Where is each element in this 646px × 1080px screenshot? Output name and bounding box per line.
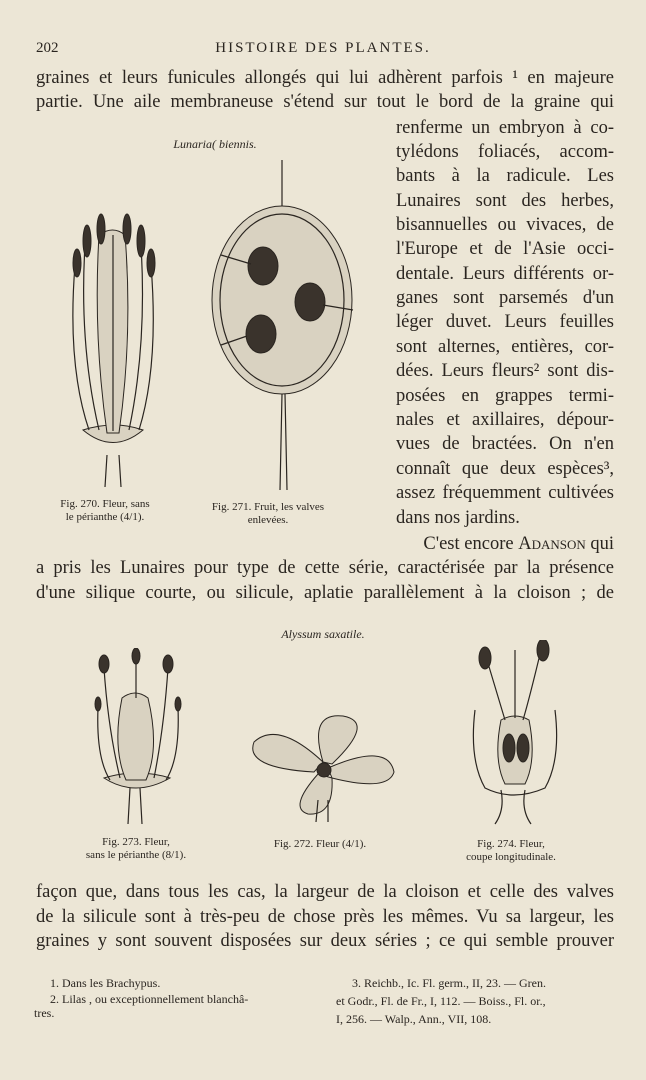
page-number: 202: [36, 40, 59, 56]
fig-271-illustration: [205, 160, 365, 495]
column-line: bants à la radicule. Les: [396, 166, 614, 186]
footnote-left-2: 2. Lilas , ou exceptionnellement blanchâ-: [50, 992, 249, 1006]
fig-272-illustration: [248, 712, 398, 824]
figure-caption-270: [42, 498, 168, 524]
column-line: connaît que deux espèces³,: [396, 459, 614, 479]
column-line: dées. Leurs fleurs² sont dis-: [396, 361, 614, 381]
caption-line: Fig. 274. Fleur,: [477, 838, 545, 850]
body-line: graines et leurs funicules allongés qui lui adhèrent parfois ¹ en majeure: [36, 68, 614, 88]
body-line: graines y sont souvent disposées sur deux séries ; ce qui semble prouver: [36, 931, 614, 951]
column-line: dentale. Leurs différents or-: [396, 264, 614, 284]
caption-line: le périanthe (4/1).: [65, 511, 145, 523]
caption-line: Fig. 272. Fleur (4/1).: [273, 838, 367, 850]
column-line: bisannuelles ou vivaces, de: [396, 215, 614, 235]
running-title: HISTOIRE DES PLANTES.: [215, 40, 431, 56]
body-line: de la silicule sont à très-peu de chose près les mêmes. Vu sa largeur, les: [36, 907, 614, 927]
column-line: l'Europe et de l'Asie occi-: [396, 239, 614, 259]
caption-line: sans le périanthe (8/1).: [85, 849, 187, 861]
footnote-left-1: 1. Dans les Brachypus.: [50, 976, 161, 990]
fig-274-illustration: [465, 640, 565, 825]
column-line: assez fréquemment cultivées: [396, 483, 614, 503]
figure-group-title: Lunaria( biennis.: [173, 137, 257, 151]
column-line: Lunaires sont des herbes,: [396, 191, 614, 211]
column-line: nales et axillaires, dépour-: [396, 410, 614, 430]
caption-line: Fig. 273. Fleur,: [102, 836, 170, 848]
footnote-right-1: 3. Reichb., Ic. Fl. germ., II, 23. — Gren.: [352, 976, 546, 990]
caption-line: coupe longitudinale.: [466, 851, 556, 863]
caption-line: Fig. 271. Fruit, les valves: [211, 501, 325, 513]
column-line: vues de bractées. On n'en: [396, 434, 614, 454]
fig-270-illustration: [55, 205, 175, 490]
author-name: Adanson: [518, 534, 586, 554]
footnote-left-3: tres.: [34, 1006, 55, 1020]
body-line: façon que, dans tous les cas, la largeur de la cloison et celle des valves: [36, 882, 614, 902]
column-line: posées en grappes termi-: [396, 386, 614, 406]
column-line: sont alternes, entières, cor-: [396, 337, 614, 357]
figure-group-title: Alyssum saxatile.: [281, 627, 365, 641]
figure-caption-273: [66, 836, 206, 862]
figure-caption-274: [448, 838, 574, 864]
adanson-suffix: qui: [585, 534, 614, 554]
caption-line: enlevées.: [247, 514, 289, 526]
body-line: partie. Une aile membraneuse s'étend sur tout le bord de la graine qui: [36, 92, 614, 112]
caption-line: Fig. 270. Fleur, sans: [60, 498, 150, 510]
figure-caption-272: [252, 838, 388, 851]
figure-caption-271: [196, 501, 340, 527]
column-line: tylédons foliacés, accom-: [396, 142, 614, 162]
footnote-right-3: I, 256. — Walp., Ann., VII, 108.: [336, 1012, 492, 1026]
column-line: renferme un embryon à co-: [396, 118, 614, 138]
body-line: d'une silique courte, ou silicule, aplatie parallèlement à la cloison ; de: [36, 583, 614, 603]
body-line-adanson: [418, 532, 614, 556]
adanson-prefix: C'est encore: [423, 534, 519, 554]
column-line: léger duvet. Leurs feuilles: [396, 312, 614, 332]
footnote-right-2: et Godr., Fl. de Fr., I, 112. — Boiss., Fl. or.,: [336, 994, 546, 1008]
page-header: [0, 40, 646, 62]
column-line: ganes sont parsemés d'un: [396, 288, 614, 308]
column-line: dans nos jardins.: [396, 508, 520, 528]
fig-273-illustration: [90, 648, 185, 828]
body-line: a pris les Lunaires pour type de cette série, caractérisée par la présence: [36, 558, 614, 578]
